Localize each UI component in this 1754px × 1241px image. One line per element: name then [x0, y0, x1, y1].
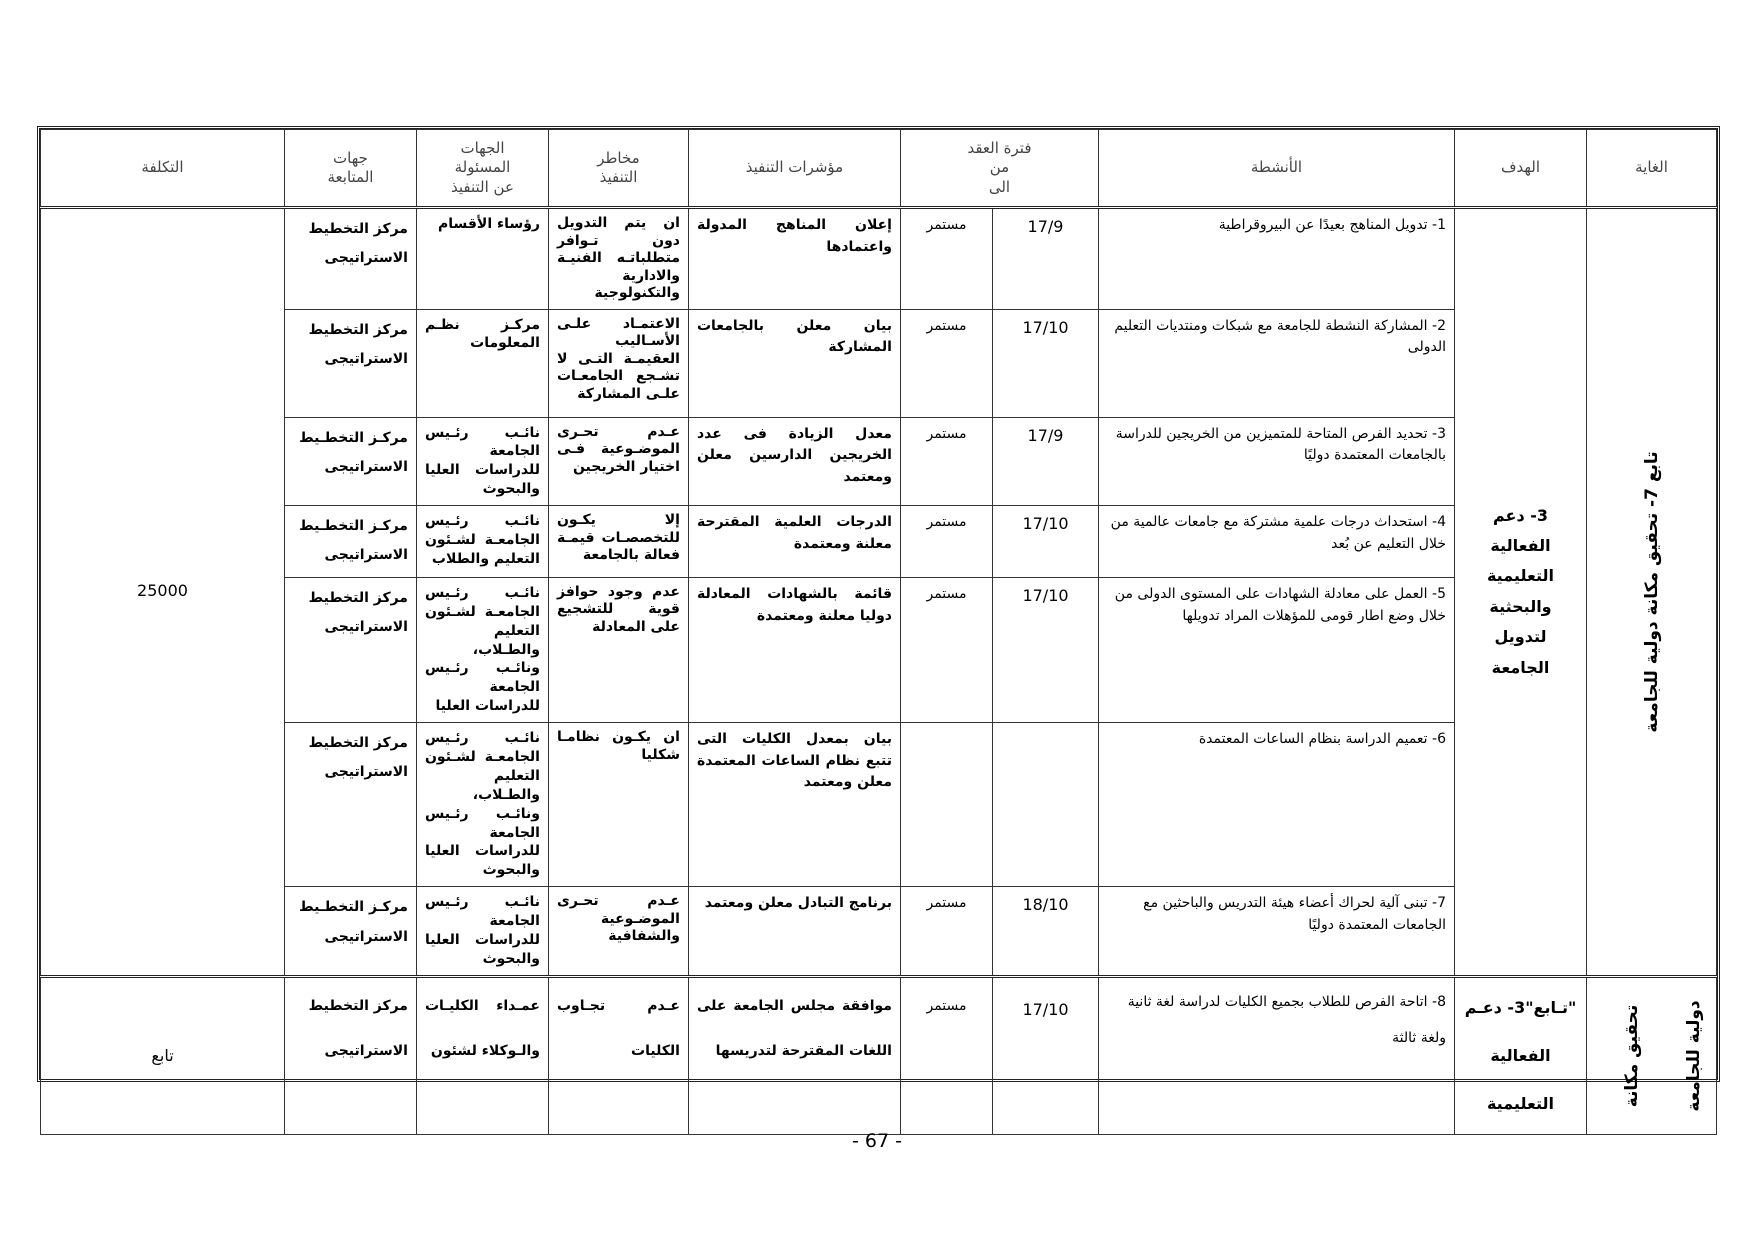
monitoring-cell: مركـز التخطـيط الاستراتيجى — [284, 887, 416, 977]
header-activities: الأنشطة — [1099, 130, 1455, 208]
activity-cell: 3- تحديد الفرص المتاحة للمتميزين من الخريجين للدراسة بالجامعات المعتمدة دوليًا — [1099, 417, 1455, 506]
responsible-cell: نائـب رئـيس الجامعة للدراسات العليا والبحوث — [416, 887, 548, 977]
indicator-cell: قائمة بالشهادات المعادلة دوليا معلنة ومعتمدة — [688, 577, 900, 722]
page-number: - 67 - — [852, 1130, 902, 1152]
responsible-cell: رؤساء الأقسام — [416, 208, 548, 310]
monitoring-cell: مركز التخطيط الاستراتيجى — [284, 577, 416, 722]
activity-cell: 5- العمل على معادلة الشهادات على المستوى الدولى من خلال وضع اطار قومى للمؤهلات المراد تدويلها — [1099, 577, 1455, 722]
responsible-cell: عمـداء الكليـات والـوكلاء لشئون — [416, 976, 548, 1134]
to-cell: مستمر — [900, 887, 992, 977]
to-cell: مستمر — [900, 417, 992, 506]
plan-table-frame — [37, 126, 1720, 1113]
monitoring-cell: مركز التخطيط الاستراتيجى — [284, 208, 416, 310]
from-cell: 17/10 — [993, 577, 1099, 722]
to-cell — [900, 723, 992, 887]
header-risks: مخاطر التنفيذ — [548, 130, 688, 208]
from-cell: 18/10 — [993, 887, 1099, 977]
objective-cell-continued: "تـابع"3- دعـم الفعالية التعليمية — [1455, 976, 1587, 1134]
risk-cell: عدم وجود حوافز قوية للتشجيع على المعادلة — [548, 577, 688, 722]
to-cell: مستمر — [900, 506, 992, 578]
table-row — [41, 208, 1717, 310]
activity-cell: 4- استحداث درجات علمية مشتركة مع جامعات عالمية من خلال التعليم عن بُعد — [1099, 506, 1455, 578]
risk-cell: إلا يكـون للتخصصـات قيمـة فعالة بالجامعة — [548, 506, 688, 578]
plan-table — [40, 129, 1717, 1135]
monitoring-cell: مركز التخطيط الاستراتيجى — [284, 723, 416, 887]
activity-cell: 1- تدويل المناهج بعيدًا عن البيروقراطية — [1099, 208, 1455, 310]
risk-cell: عـدم تحـرى الموضـوعية والشفافية — [548, 887, 688, 977]
header-monitoring: جهات المتابعة — [284, 130, 416, 208]
header-goal: الغاية — [1587, 130, 1717, 208]
risk-cell: عـدم تجـاوب الكليات — [548, 976, 688, 1134]
risk-cell: عـدم تحـرى الموضـوعية فـى اختيار الخريجين — [548, 417, 688, 506]
responsible-cell: نائـب رئـيس الجامعـة لشـئون التعليم والطـلاب، ونائـب رئـيس الجامعة للدراسات العليا — [416, 577, 548, 722]
risk-cell: ان يتم التدويل دون تـوافر متطلباتـه الفنيـة والادارية والتكنولوجية — [548, 208, 688, 310]
responsible-cell: نائـب رئـيس الجامعة للدراسات العليا والبحوث — [416, 417, 548, 506]
header-cost: التكلفة — [41, 130, 285, 208]
monitoring-cell: مركـز التخطـيط الاستراتيجى — [284, 417, 416, 506]
monitoring-cell: مركـز التخطـيط الاستراتيجى — [284, 506, 416, 578]
responsible-cell: مركـز نظـم المعلومات — [416, 309, 548, 417]
from-cell: 17/10 — [993, 309, 1099, 417]
indicator-cell: موافقة مجلس الجامعة على اللغات المقترحة لتدريسها — [688, 976, 900, 1134]
risk-cell: الاعتمـاد علـى الأسـاليب العقيمـة التـى لا تشـجع الجامعـات علـى المشاركة — [548, 309, 688, 417]
to-cell: مستمر — [900, 577, 992, 722]
cost-cell: 25000 — [41, 208, 285, 977]
monitoring-cell: مركز التخطيط الاستراتيجى — [284, 309, 416, 417]
responsible-cell: نائـب رئـيس الجامعـة لشـئون التعليم والطـلاب، ونائـب رئـيس الجامعة للدراسات العليا والبحوث — [416, 723, 548, 887]
cost-cell-continued: تابع — [41, 976, 285, 1134]
goal-cell — [1587, 208, 1717, 977]
to-cell: مستمر — [900, 309, 992, 417]
header-objective: الهدف — [1455, 130, 1587, 208]
goal-text-b: دولية للجامعة — [1683, 1000, 1704, 1112]
header-indicators: مؤشرات التنفيذ — [688, 130, 900, 208]
indicator-cell: بيان معلن بالجامعات المشاركة — [688, 309, 900, 417]
responsible-cell: نائـب رئـيس الجامعـة لشـئون التعليم والطلاب — [416, 506, 548, 578]
from-cell: 17/10 — [993, 506, 1099, 578]
indicator-cell: إعلان المناهج المدولة واعتمادها — [688, 208, 900, 310]
indicator-cell: معدل الزيادة فى عدد الخريجين الدارسين معلن ومعتمد — [688, 417, 900, 506]
goal-text: تابع 7- تحقيق مكانة دولية للجامعة — [1641, 451, 1662, 733]
activity-cell: 7- تبنى آلية لحراك أعضاء هيئة التدريس والباحثين مع الجامعات المعتمدة دوليًا — [1099, 887, 1455, 977]
header-period: فترة العقد من الى — [900, 130, 1098, 208]
to-cell: مستمر — [900, 976, 992, 1134]
to-cell: مستمر — [900, 208, 992, 310]
from-cell: 17/9 — [993, 208, 1099, 310]
from-cell: 17/9 — [993, 417, 1099, 506]
risk-cell: ان يكـون نظامـا شكليا — [548, 723, 688, 887]
from-cell: 17/10 — [993, 976, 1099, 1134]
indicator-cell: بيان بمعدل الكليات التى تتبع نظام الساعات المعتمدة معلن ومعتمد — [688, 723, 900, 887]
indicator-cell: الدرجات العلمية المقترحة معلنة ومعتمدة — [688, 506, 900, 578]
activity-cell: 6- تعميم الدراسة بنظام الساعات المعتمدة — [1099, 723, 1455, 887]
table-row — [41, 976, 1717, 1134]
goal-cell-continued — [1587, 976, 1717, 1134]
activity-cell: 8- اتاحة الفرص للطلاب بجميع الكليات لدراسة لغة ثانية ولغة ثالثة — [1099, 976, 1455, 1134]
from-cell — [993, 723, 1099, 887]
indicator-cell: برنامج التبادل معلن ومعتمد — [688, 887, 900, 977]
objective-cell: 3- دعم الفعالية التعليمية والبحثية لتدويل الجامعة — [1455, 208, 1587, 977]
goal-text-a: تحقيق مكانة — [1621, 1004, 1642, 1108]
monitoring-cell: مركز التخطيط الاستراتيجى — [284, 976, 416, 1134]
header-responsible: الجهات المسئولة عن التنفيذ — [416, 130, 548, 208]
activity-cell: 2- المشاركة النشطة للجامعة مع شبكات ومنتديات التعليم الدولى — [1099, 309, 1455, 417]
